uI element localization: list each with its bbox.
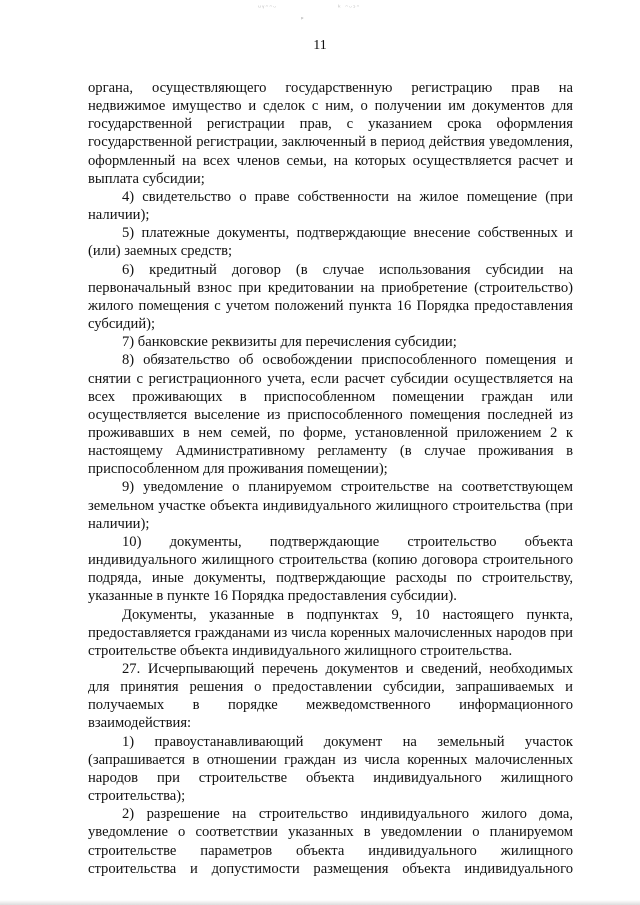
paragraph-continuation: органа, осуществляющего государственную регистрацию прав на недвижимое имущество и сделок с ним, о получении им документов для государственной регистрации прав, с указанием срока оформления государственной регистрации, заключенный в период действия уведомления, оформленный на всех членов семьи, на которых осуществляется расчет и выплата субсидии; [88,80,573,187]
list-item-10: 10) документы, подтверждающие строительство объекта индивидуального жилищного строительства (копию договора строительного подряда, иные документы, подтверждающие расходы по строительству, указанные в пункте 16 Порядка предоставления субсидии). [88,533,573,605]
scan-artifact: ᵘᵞᵔᵔᵕ [258,4,278,12]
list-item-4: 4) свидетельство о праве собственности на жилое помещение (при наличии); [88,188,573,224]
list-item-5: 5) платежные документы, подтверждающие внесение собственных и (или) заемных средств; [88,225,573,260]
list-item-1: 1) правоустанавливающий документ на земельный участок (запрашивается в отношении граждан из числа коренных малочисленных народов при строительстве объекта индивидуального жилищного строительства); [88,733,573,805]
section-27: 27. Исчерпывающий перечень документов и сведений, необходимых для принятия решения о предоставлении субсидии, запрашиваемых и получаемых в порядке межведомственного информационного взаимодействия: [88,661,573,732]
paragraph-note: Документы, указанные в подпунктах 9, 10 настоящего пункта, предоставляется гражданами из числа коренных малочисленных народов при строительстве объекта индивидуального жилищного строительства. [88,606,573,659]
document-body [88,79,573,878]
list-item-9: 9) уведомление о планируемом строительстве на соответствующем земельном участке объекта индивидуального жилищного строительства (при наличии); [88,479,573,532]
scan-artifact: ᵏ ᵔᵕᵓᵔ [338,4,361,12]
scan-edge [0,900,640,905]
list-item-2: 2) разрешение на строительство индивидуального жилого дома, уведомление о соответствии указанных в уведомлении о планируемом строительстве параметров объекта индивидуального жилищного строительства и допустимости размещения объекта индивидуального [88,806,573,877]
list-item-7: 7) банковские реквизиты для перечисления субсидии; [122,334,457,351]
page-number: 11 [313,38,327,53]
list-item-6: 6) кредитный договор (в случае использования субсидии на первоначальный взнос при кредитовании на приобретение (строительство) жилого помещения с учетом положений пункта 16 Порядка предоставления субсидий); [88,261,573,333]
scan-artifact: ᵖ [301,16,304,23]
list-item-8: 8) обязательство об освобождении приспособленного помещения и снятии с регистрационного учета, если расчет субсидии осуществляется на всех проживающих в приспособленном помещении граждан или осуществляется выселение из приспособленного помещения последней из проживавших в нем семей, по форме, установленной приложением 2 к настоящему Административному регламенту (в случае проживания в приспособленном для проживания помещении); [88,352,573,478]
